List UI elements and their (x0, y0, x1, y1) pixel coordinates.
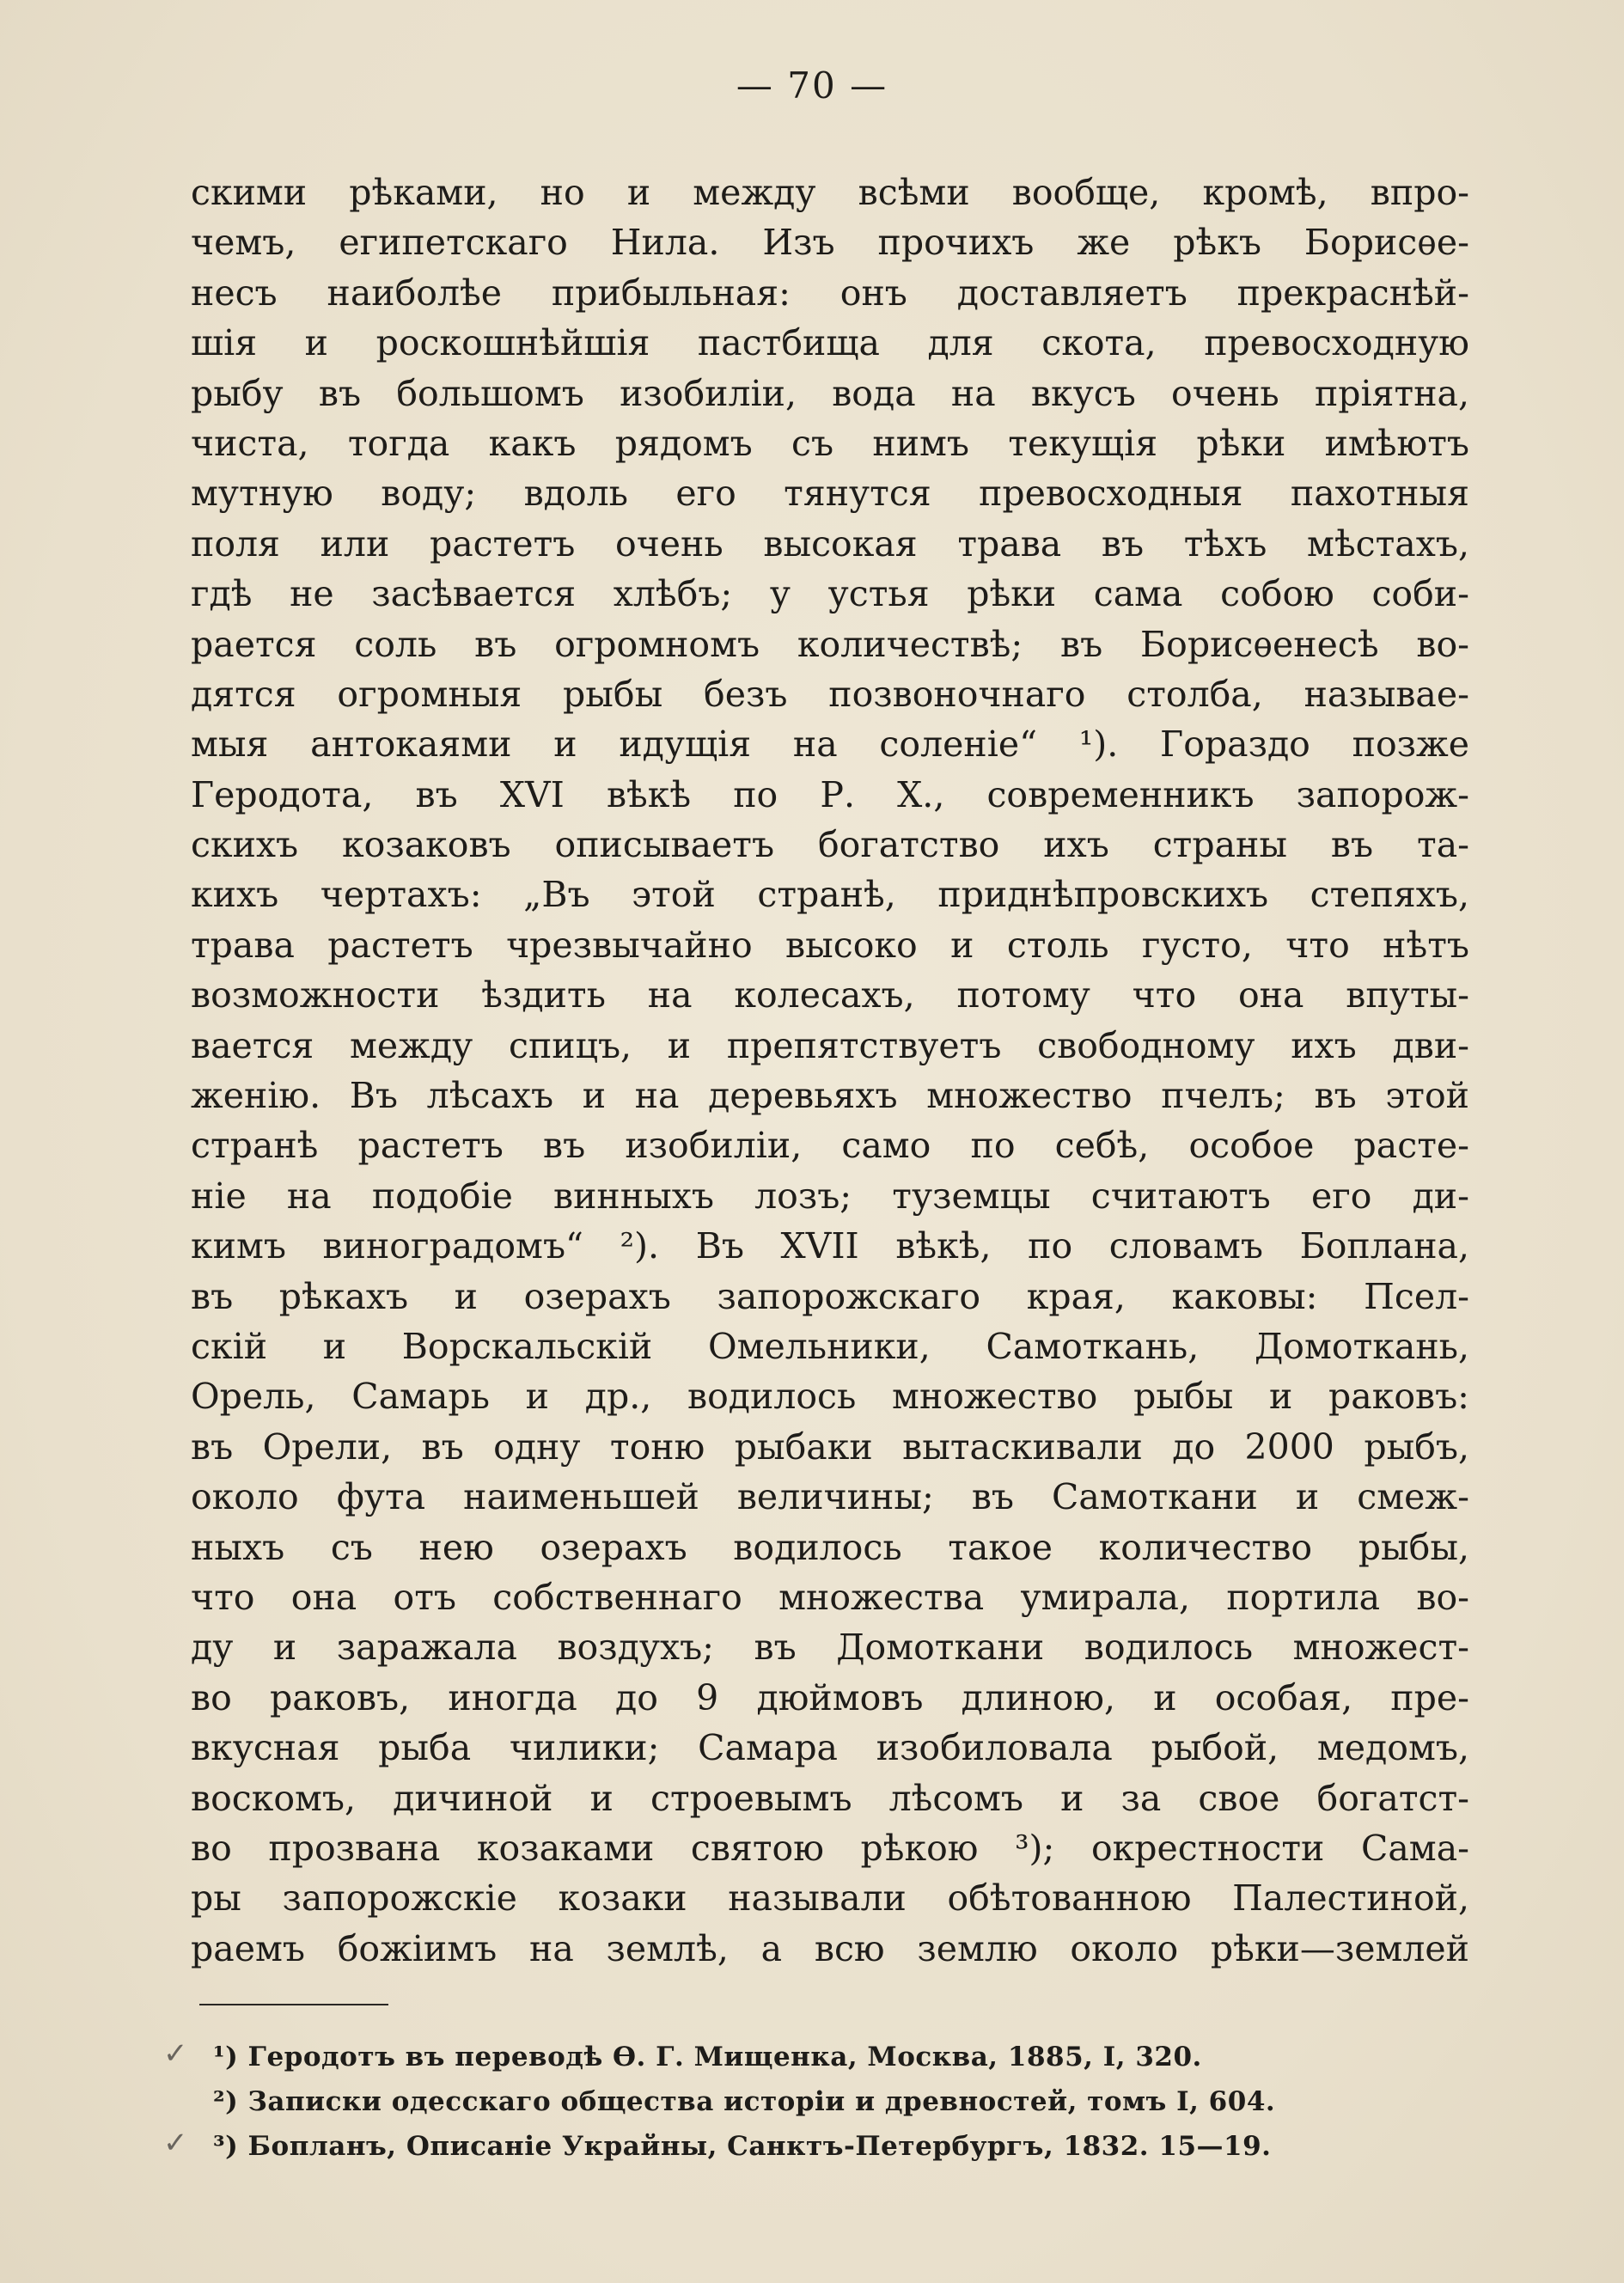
page-number: — 70 — (736, 64, 888, 107)
text-line: скихъ козаковъ описываетъ богатство ихъ страны въ та- (191, 824, 1469, 866)
text-line: что она отъ собственнаго множества умирала, портила во- (191, 1576, 1469, 1618)
footnote: ²) Записки одесскаго общества исторіи и древностей, томъ I, 604. (213, 2086, 1276, 2117)
text-line: возможности ѣздить на колесахъ, потому что она впуты- (191, 974, 1469, 1016)
text-line: рыбу въ большомъ изобиліи, вода на вкусъ очень пріятна, (191, 372, 1469, 414)
text-line: раемъ божіимъ на землѣ, а всю землю около рѣки—землей (191, 1927, 1469, 1969)
text-line: кимъ виноградомъ“ ²). Въ XVII вѣкѣ, по словамъ Боплана, (191, 1225, 1469, 1267)
text-line: поля или растетъ очень высокая трава въ тѣхъ мѣстахъ, (191, 522, 1469, 565)
text-line: ры запорожскіе козаки называли обѣтованною Палестиной, (191, 1877, 1469, 1920)
text-line: женію. Въ лѣсахъ и на деревьяхъ множество пчелъ; въ этой (191, 1075, 1469, 1117)
text-line: въ рѣкахъ и озерахъ запорожскаго края, каковы: Псел- (191, 1275, 1469, 1317)
footnote-divider (199, 2004, 388, 2005)
text-line: рается соль въ огромномъ количествѣ; въ Борисѳенесѣ во- (191, 623, 1469, 665)
body-text (191, 168, 1469, 1974)
text-line: Орель, Самарь и др., водилось множество рыбы и раковъ: (191, 1376, 1469, 1418)
text-line: около фута наименьшей величины; въ Самоткани и смеж- (191, 1476, 1469, 1518)
text-line: во прозвана козаками святою рѣкою ³); окрестности Сама- (191, 1827, 1469, 1869)
footnote: ³) Бопланъ, Описаніе Украйны, Санктъ-Петербургъ, 1832. 15—19. (213, 2131, 1272, 2162)
text-line: чемъ, египетскаго Нила. Изъ прочихъ же рѣкъ Борисѳе- (191, 222, 1469, 264)
pencil-check-mark: ✓ (163, 2126, 188, 2160)
text-line: ныхъ съ нею озерахъ водилось такое количество рыбы, (191, 1526, 1469, 1568)
text-line: чиста, тогда какъ рядомъ съ нимъ текущія рѣки имѣютъ (191, 422, 1469, 464)
text-line: дятся огромныя рыбы безъ позвоночнаго столба, называе- (191, 673, 1469, 715)
footnote: ¹) Геродотъ въ переводѣ Ѳ. Г. Мищенка, Москва, 1885, I, 320. (213, 2042, 1202, 2072)
text-line: странѣ растетъ въ изобиліи, само по себѣ, особое расте- (191, 1125, 1469, 1167)
pencil-check-mark: ✓ (163, 2036, 188, 2071)
text-line: скими рѣками, но и между всѣми вообще, кромѣ, впро- (191, 172, 1469, 213)
text-line: скій и Ворскальскій Омельники, Самоткань, Домоткань, (191, 1325, 1469, 1367)
text-line: ніе на подобіе винныхъ лозъ; туземцы считаютъ его ди- (191, 1175, 1469, 1217)
text-line: воскомъ, дичиной и строевымъ лѣсомъ и за свое богатст- (191, 1777, 1469, 1819)
text-line: шія и роскошнѣйшія пастбища для скота, превосходную (191, 322, 1469, 364)
text-line: вается между спицъ, и препятствуетъ свободному ихъ дви- (191, 1024, 1469, 1066)
text-line: мутную воду; вдоль его тянутся превосходныя пахотныя (191, 473, 1469, 515)
text-line: вкусная рыба чилики; Самара изобиловала рыбой, медомъ, (191, 1727, 1469, 1769)
text-line: въ Орели, въ одну тоню рыбаки вытаскивали до 2000 рыбъ, (191, 1425, 1469, 1468)
text-line: кихъ чертахъ: „Въ этой странѣ, приднѣпровскихъ степяхъ, (191, 874, 1469, 916)
text-line: гдѣ не засѣвается хлѣбъ; у устья рѣки сама собою соби- (191, 573, 1469, 615)
text-line: во раковъ, иногда до 9 дюймовъ длиною, и особая, пре- (191, 1676, 1469, 1718)
text-line: мыя антокаями и идущія на соленіе“ ¹). Гораздо позже (191, 723, 1469, 766)
text-line: несъ наиболѣе прибыльная: онъ доставляетъ прекраснѣй- (191, 272, 1469, 314)
footnotes (213, 2035, 1275, 2169)
text-line: Геродота, въ XVI вѣкѣ по Р. Х., современникъ запорож- (191, 773, 1469, 815)
text-line: трава растетъ чрезвычайно высоко и столь густо, что нѣтъ (191, 924, 1469, 966)
text-line: ду и заражала воздухъ; въ Домоткани водилось множест- (191, 1627, 1469, 1669)
